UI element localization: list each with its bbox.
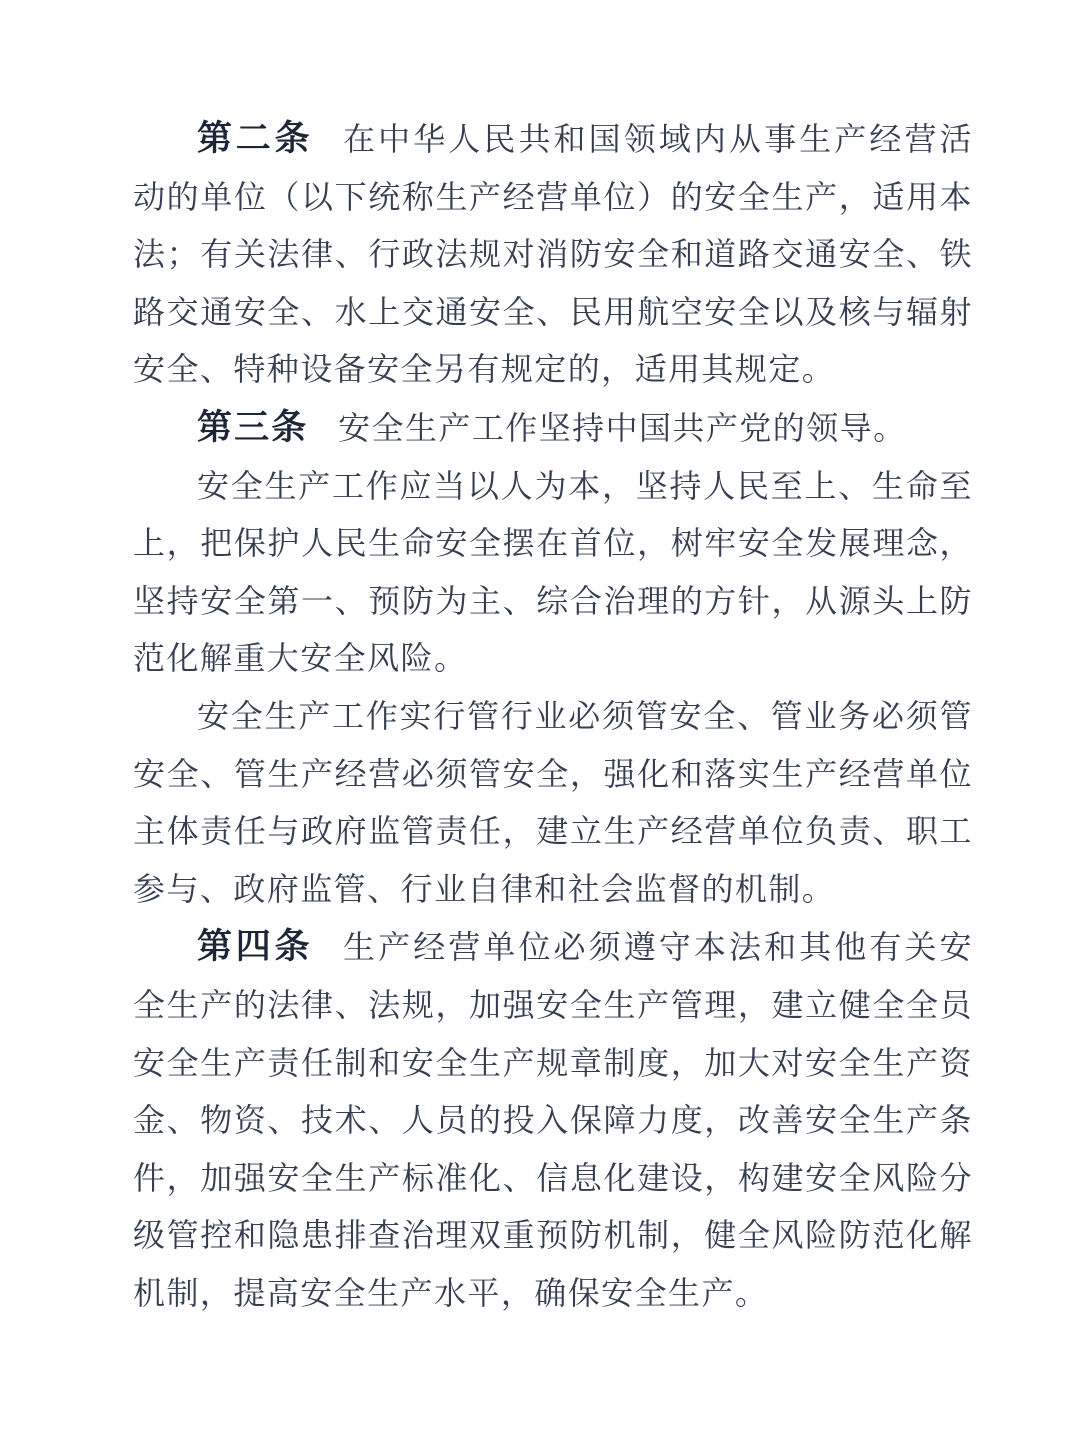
article-text: 安全生产工作坚持中国共产党的领导。: [338, 409, 907, 446]
article-text: 安全生产工作应当以人为本，坚持人民至上、生命至上，把保护人民生命安全摆在首位，树牢安全发展理念，坚持安全第一、预防为主、综合治理的方针，从源头上防范化解重大安全风险。: [133, 467, 973, 677]
law-paragraph: [133, 918, 973, 1322]
law-paragraph: [133, 688, 973, 918]
article-text: 生产经营单位必须遵守本法和其他有关安全生产的法律、法规，加强安全生产管理，建立健全全员安全生产责任制和安全生产规章制度，加大对安全生产资金、物资、技术、人员的投入保障力度，改善安全生产条件，加强安全生产标准化、信息化建设，构建安全风险分级管控和隐患排查治理双重预防机制，健全风险防范化解机制，提高安全生产水平，确保安全生产。: [133, 929, 973, 1311]
law-paragraph: [133, 399, 973, 458]
law-text-block: [133, 110, 973, 1322]
law-paragraph: [133, 110, 973, 399]
article-number: 第三条: [197, 407, 309, 447]
article-text: 安全生产工作实行管行业必须管安全、管业务必须管安全、管生产经营必须管安全，强化和落实生产经营单位主体责任与政府监管责任，建立生产经营单位负责、职工参与、政府监管、行业自律和社会监督的机制。: [133, 697, 973, 907]
law-paragraph: [133, 458, 973, 688]
article-number: 第二条: [197, 119, 314, 158]
article-text: 在中华人民共和国领域内从事生产经营活动的单位（以下统称生产经营单位）的安全生产，适用本法；有关法律、行政法规对消防安全和道路交通安全、铁路交通安全、水上交通安全、民用航空安全以及核与辐射安全、特种设备安全另有规定的，适用其规定。: [133, 121, 973, 388]
article-number: 第四条: [197, 927, 314, 967]
